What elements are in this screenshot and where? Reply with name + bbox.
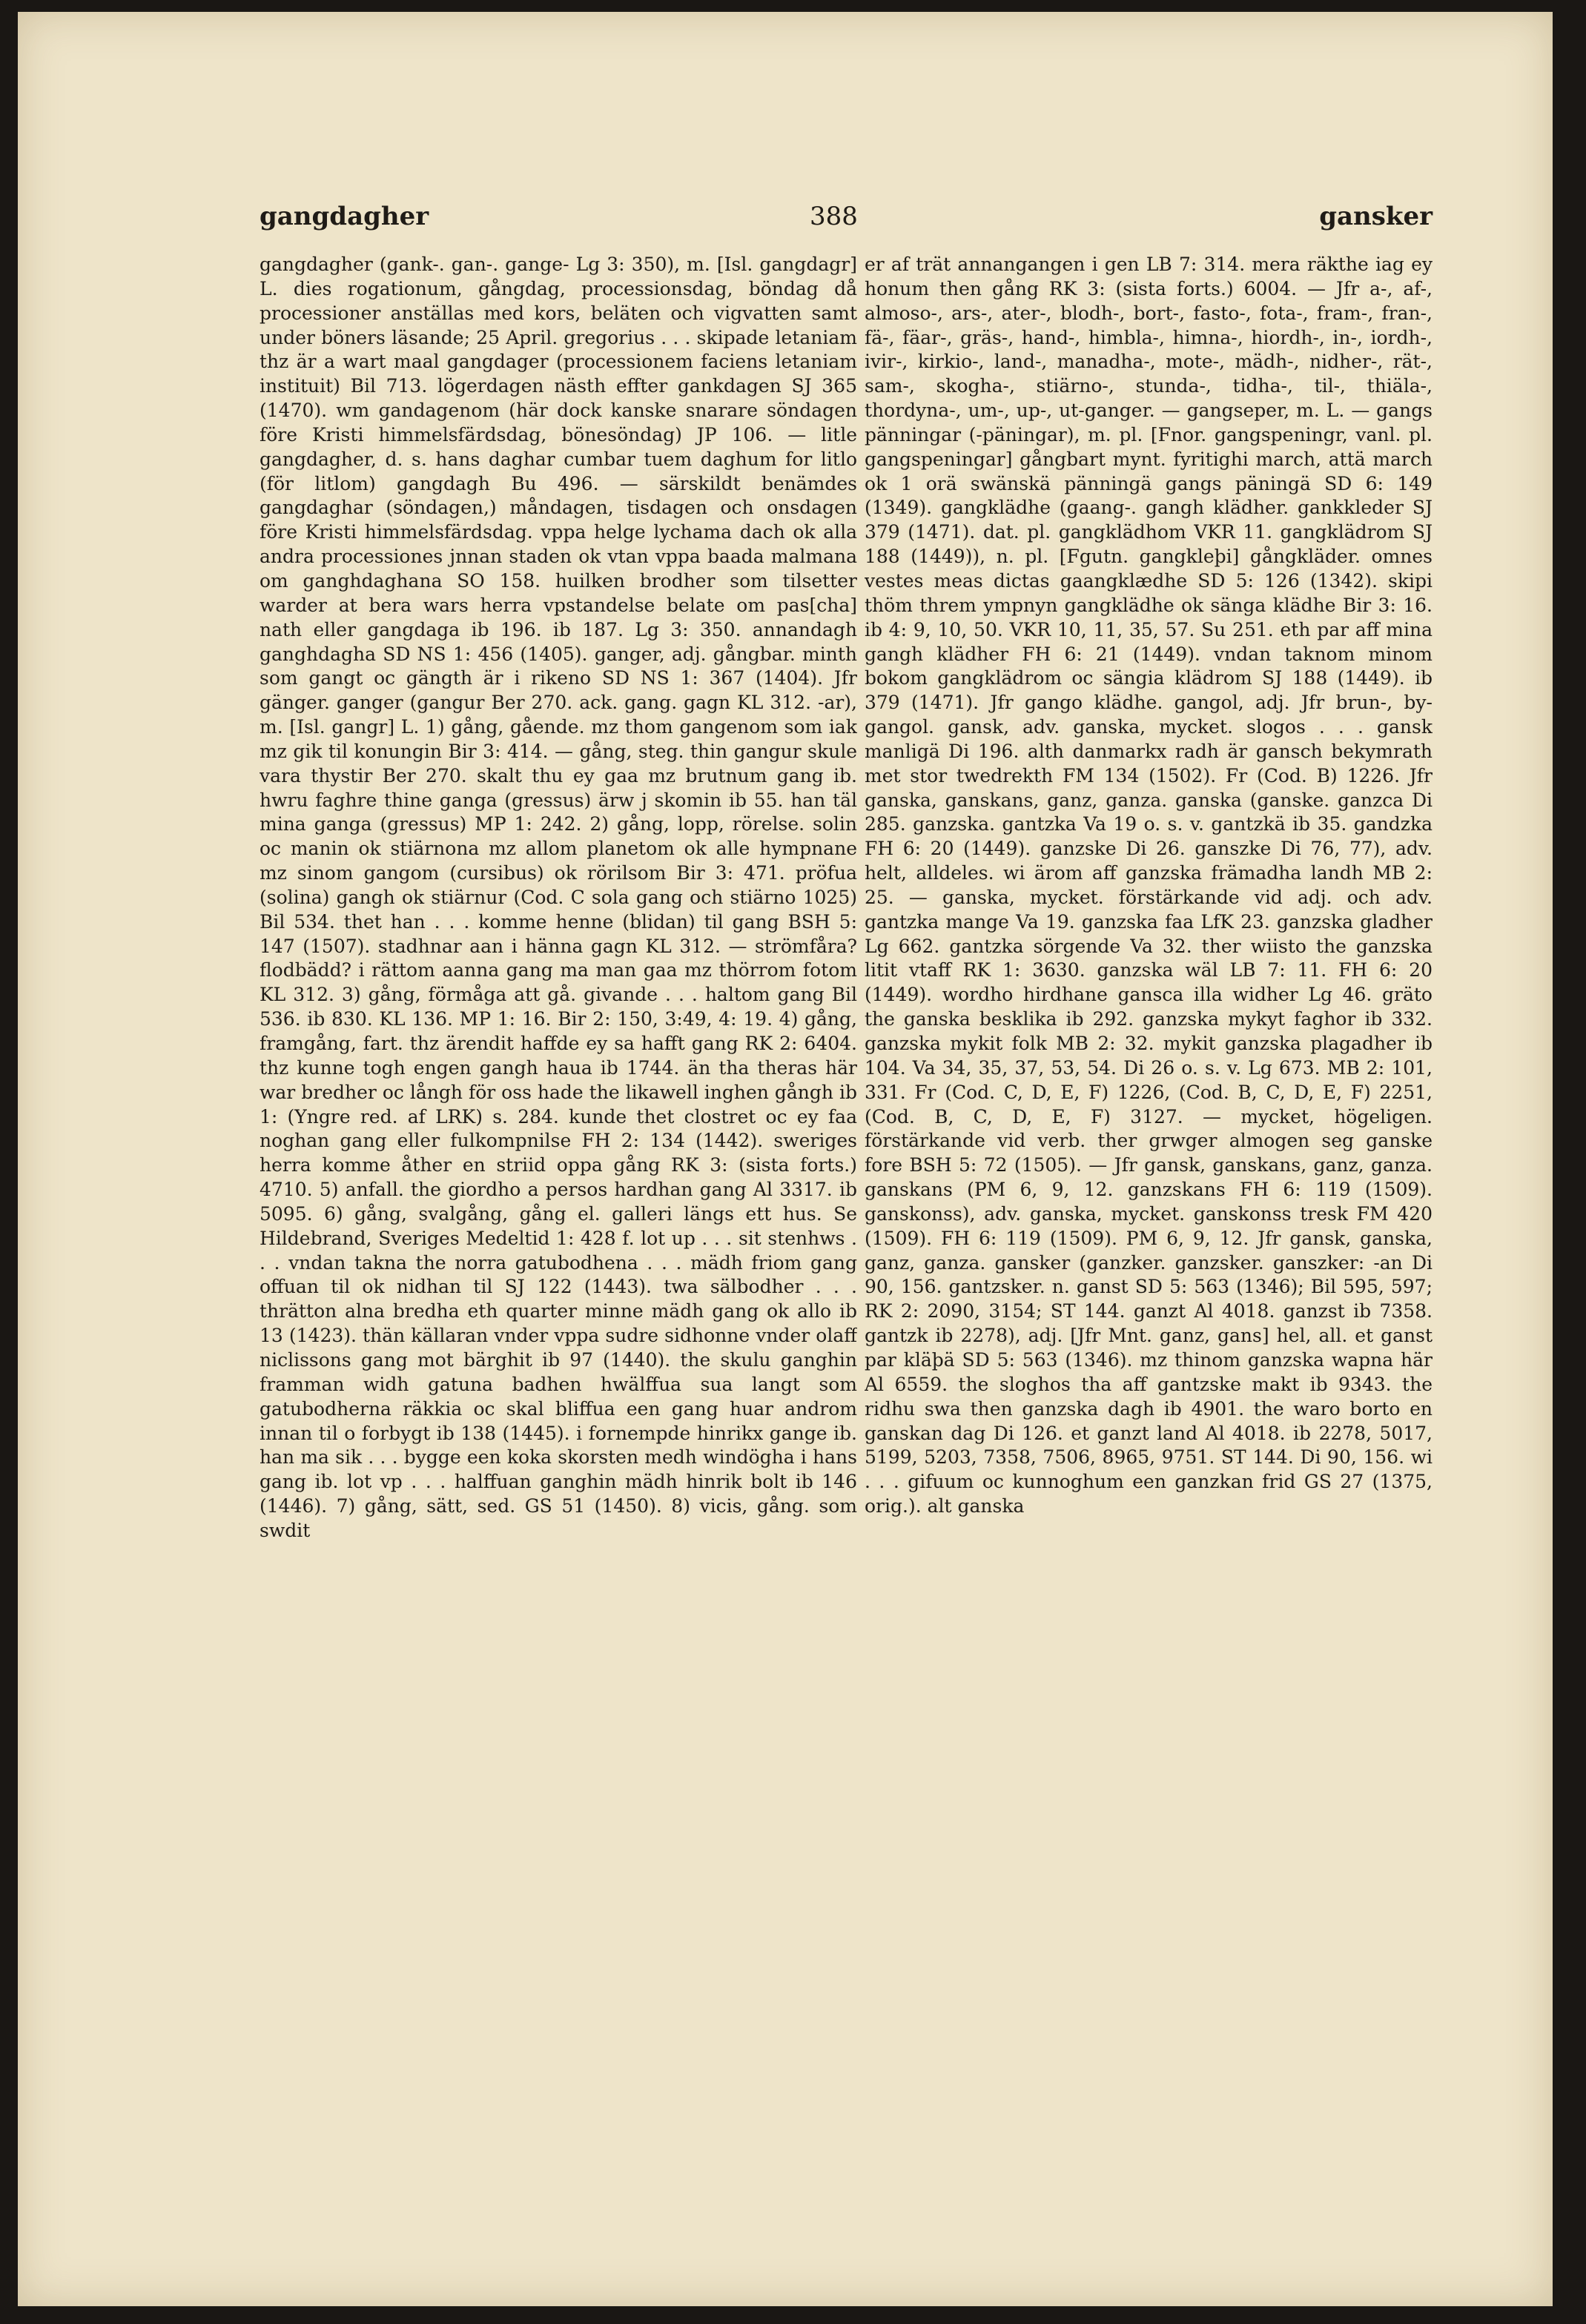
dictionary-page	[18, 12, 1553, 2306]
left-column	[260, 253, 857, 2151]
header-left-word: gangdagher	[260, 202, 429, 231]
header-right-word: gansker	[1319, 202, 1433, 231]
running-header	[260, 193, 1433, 237]
right-column-text: er af trät annangangen i gen LB 7: 314. mera räkthe iag ey honum then gång RK 3: (sista forts.) 6004. — Jfr a-, af-, almoso-, ars-, ater-, blodh-, bort-, fasto-, fota-, fram-, fran-, fä-, fäar-, gräs-, hand-, himbla-, himna-, hiordh-, in-, iordh-, ivir-, kirkio-, land-, manadha-, mote-, mädh-, nidher-, rät-, sam-, skogha-, stiärno-, stunda-, tidha-, til-, thiäla-, thordyna-, um-, up-, ut-ganger. — gangseper, m. L. — gangs pänningar (-päningar), m. pl. [Fnor. gangspeningr, vanl. pl. gangspeningar] gångbart mynt. fyritighi march, attä march ok 1 orä swänskä pänningä gangs päningä SD 6: 149 (1349). gangklädhe (gaang-. gangh klädher. gankkleder SJ 379 (1471). dat. pl. gangklädhom VKR 11. gangklädrom SJ 188 (1449)), n. pl. [Fgutn. gangkleþi] gångkläder. omnes vestes meas dictas gaangklædhe SD 5: 126 (1342). skipi thöm threm ympnyn gangklädhe ok sänga klädhe Bir 3: 16. ib 4: 9, 10, 50. VKR 10, 11, 35, 57. Su 251. eth par aff mina gangh klädher FH 6: 21 (1449). vndan taknom minom bokom gangklädrom oc sängia klädrom SJ 188 (1449). ib 379 (1471). Jfr gango klädhe. gangol, adj. Jfr brun-, by-gangol. gansk, adv. ganska, mycket. slogos . . . gansk manligä Di 196. alth danmarkx radh är gansch bekymrath met stor twedrekth FM 134 (1502). Fr (Cod. B) 1226. Jfr ganska, ganskans, ganz, ganza. ganska (ganske. ganzca Di 285. ganzska. gantzka Va 19 o. s. v. gantzkä ib 35. gandzka FH 6: 20 (1449). ganzske Di 26. ganszke Di 76, 77), adv. helt, alldeles. wi ärom aff ganzska främadha landh MB 2: 25. — ganska, mycket. förstärkande vid adj. och adv. gantzka mange Va 19. ganzska faa LfK 23. ganzska gladher Lg 662. gantzka sörgende Va 32. ther wiisto the ganzska litit vtaff RK 1: 3630. ganzska wäl LB 7: 11. FH 6: 20 (1449). wordho hirdhane gansca illa widher Lg 46. gräto the ganska besklika ib 292. ganzska mykyt faghor ib 332. ganzska mykit folk MB 2: 32. mykit ganzska plagadher ib 104. Va 34, 35, 37, 53, 54. Di 26 o. s. v. Lg 673. MB 2: 101, 331. Fr (Cod. C, D, E, F) 1226, (Cod. B, C, D, E, F) 2251, (Cod. B, C, D, E, F) 3127. — mycket, högeligen. förstärkande vid verb. ther grwger almogen seg ganske fore BSH 5: 72 (1505). — Jfr gansk, ganskans, ganz, ganza. ganskans (PM 6, 9, 12. ganzskans FH 6: 119 (1509). ganskonss), adv. ganska, mycket. ganskonss tresk FM 420 (1509). FH 6: 119 (1509). PM 6, 9, 12. Jfr gansk, ganska, ganz, ganza. gansker (ganzker. ganzsker. ganszker: -an Di 90, 156. gantzsker. n. ganst SD 5: 563 (1346); Bil 595, 597; RK 2: 2090, 3154; ST 144. ganzt Al 4018. ganzst ib 7358. gantzk ib 2278), adj. [Jfr Mnt. ganz, gans] hel, all. et ganst par kläþä SD 5: 563 (1346). mz thinom ganzska wapna här Al 6559. the sloghos tha aff gantzske makt ib 9343. the ridhu swa then ganzska dagh ib 4901. the waro borto en ganskan dag Di 126. et ganzt land Al 4018. ib 2278, 5017, 5199, 5203, 7358, 7506, 8965, 9751. ST 144. Di 90, 156. wi . . . gifuum oc kunnoghum een ganzkan frid GS 27 (1375, orig.). alt ganska	[865, 254, 1433, 1517]
left-column-text: gangdagher (gank-. gan-. gange- Lg 3: 350), m. [Isl. gangdagr] L. dies rogationum, gångdag, processionsdag, böndag då processioner anställas med kors, beläten och vigvatten samt under böners läsande; 25 April. gregorius . . . skipade letaniam thz är a wart maal gangdager (processionem faciens letaniam instituit) Bil 713. lögerdagen nästh effter gankdagen SJ 365 (1470). wm gandagenom (här dock kanske snarare söndagen före Kristi himmelsfärdsdag, bönesöndag) JP 106. — litle gangdagher, d. s. hans daghar cumbar tuem daghum for litlo (för litlom) gangdagh Bu 496. — särskildt benämdes gangdaghar (söndagen,) måndagen, tisdagen och onsdagen före Kristi himmelsfärdsdag. vppa helge lychama dach ok alla andra processiones jnnan staden ok vtan vppa baada malmana om ganghdaghana SO 158. huilken brodher som tilsetter warder at bera wars herra vpstandelse belate om pas[cha] nath eller gangdaga ib 196. ib 187. Lg 3: 350. annandagh ganghdagha SD NS 1: 456 (1405). ganger, adj. gångbar. minth som gangt oc gängth är i rikeno SD NS 1: 367 (1404). Jfr gänger. ganger (gangur Ber 270. ack. gang. gagn KL 312. -ar), m. [Isl. gangr] L. 1) gång, gående. mz thom gangenom som iak mz gik til konungin Bir 3: 414. — gång, steg. thin gangur skule vara thystir Ber 270. skalt thu ey gaa mz brutnum gang ib. hwru faghre thine ganga (gressus) ärw j skomin ib 55. han täl mina ganga (gressus) MP 1: 242. 2) gång, lopp, rörelse. solin oc manin ok stiärnona mz allom planetom ok alle hympnane mz sinom gangom (cursibus) ok rörilsom Bir 3: 471. pröfua (solina) gangh ok stiärnur (Cod. C sola gang och stiärno 1025) Bil 534. thet han . . . komme henne (blidan) til gang BSH 5: 147 (1507). stadhnar aan i hänna gagn KL 312. — strömfåra? flodbädd? i rättom aanna gang ma man gaa mz thörrom fotom KL 312. 3) gång, förmåga att gå. givande . . . haltom gang Bil 536. ib 830. KL 136. MP 1: 16. Bir 2: 150, 3:49, 4: 19. 4) gång, framgång, fart. thz ärendit haffde ey sa hafft gang RK 2: 6404. thz kunne togh engen gangh haua ib 1744. än tha theras här war bredher oc långh för oss hade the likawell inghen gångh ib 1: (Yngre red. af LRK) s. 284. kunde thet clostret oc ey faa noghan gang eller fulkompnilse FH 2: 134 (1442). sweriges herra komme åther en striid oppa gång RK 3: (sista forts.) 4710. 5) anfall. the giordho a persos hardhan gang Al 3317. ib 5095. 6) gång, svalgång, gång el. galleri längs ett hus. Se Hildebrand, Sveriges Medeltid 1: 428 f. lot up . . . sit stenhws . . . vndan takna the norra gatubodhena . . . mädh friom gang offuan til ok nidhan til SJ 122 (1443). twa sälbodher . . . thrätton alna bredha eth quarter minne mädh gang ok allo ib 13 (1423). thän källaran vnder vppa sudre sidhonne vnder olaff niclissons gang mot bärghit ib 97 (1440). the skulu ganghin framman widh gatuna badhen hwälffua sua langt som gatubodherna räkkia oc skal bliffua een gang huar androm innan til o forbygt ib 138 (1445). i fornempde hinrikx gange ib. han ma sik . . . bygge een koka skorsten medh windögha i hans gang ib. lot vp . . . halffuan ganghin mädh hinrik bolt ib 146 (1446). 7) gång, sätt, sed. GS 51 (1450). 8) vicis, gång. som swdit	[260, 254, 857, 1541]
right-column	[865, 253, 1433, 2151]
page-number: 388	[810, 202, 858, 231]
